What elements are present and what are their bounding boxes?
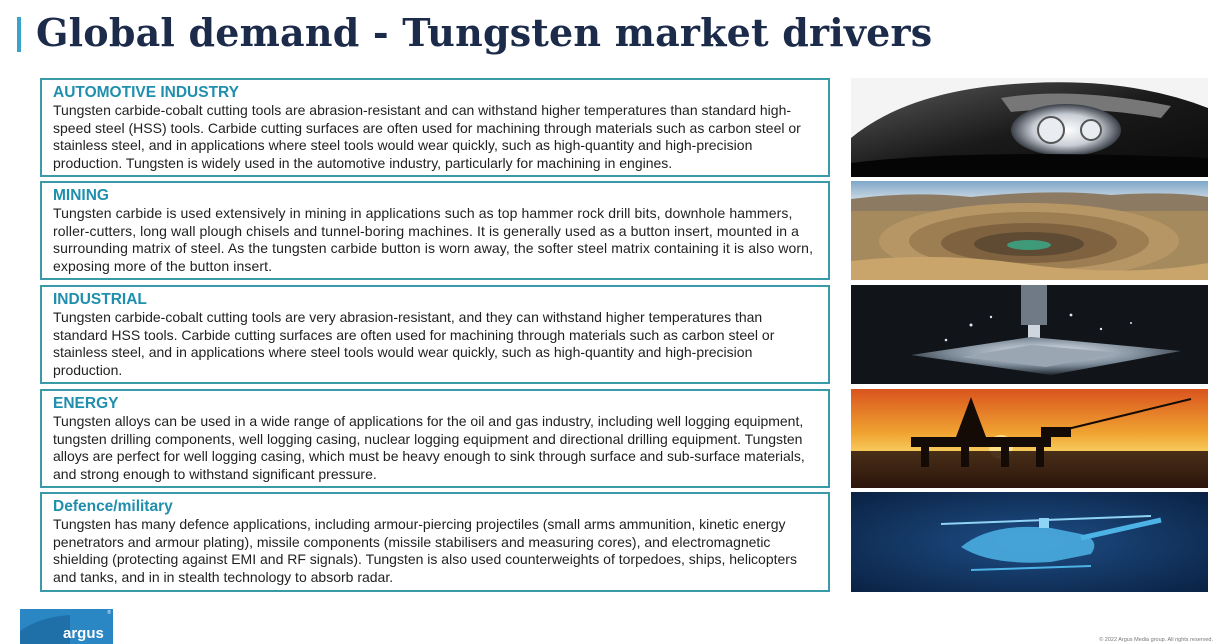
section-body: Tungsten alloys can be used in a wide range of applications for the oil and gas industry, including well logging equipment, tungsten drilling components, well logging casing, nuclear logging equipment and directional drilling equipment. Tungsten alloys are perfect for well logging casing, which must be heavy enough to sink through surface and sub-surface materials, and strong enough to withstand significant pressure. (53, 413, 805, 482)
section-defence (40, 492, 830, 592)
title-accent-bar (17, 17, 21, 52)
logo-text: argus (63, 625, 104, 642)
argus-logo (20, 609, 113, 644)
section-heading: AUTOMOTIVE INDUSTRY (53, 84, 240, 101)
copyright-text: © 2022 Argus Media group. All rights reserved. (1099, 637, 1213, 643)
section-body: Tungsten carbide-cobalt cutting tools are very abrasion-resistant, and they can withstand higher temperatures than standard HSS tools. Carbide cutting surfaces are often used for machining through materials such as carbon steel or stainless steel, and in applications where steel tools would wear quickly, such as high-quantity and high-precision production. (53, 309, 775, 378)
section-heading: Defence/military (53, 498, 173, 515)
helicopter-image (851, 492, 1208, 592)
car-headlight-image (851, 78, 1208, 177)
open-pit-mine-image (851, 181, 1208, 280)
section-heading: ENERGY (53, 395, 119, 412)
section-industrial (40, 285, 830, 384)
section-body: Tungsten carbide is used extensively in mining in applications such as top hammer rock drill bits, downhole hammers, roller-cutters, long wall plough chisels and tunnel-boring machines. It is generally used as a button insert, mounted in a surrounding matrix of steel. As the tungsten carbide button is worn away, the softer steel matrix containing it is also worn, exposing more of the button insert. (53, 205, 814, 274)
page-title: Global demand - Tungsten market drivers (36, 10, 933, 55)
section-mining (40, 181, 830, 280)
section-heading: MINING (53, 187, 109, 204)
section-energy (40, 389, 830, 488)
oil-rig-sunset-image (851, 389, 1208, 488)
section-automotive (40, 78, 830, 177)
logo-registered-mark: ® (107, 610, 111, 616)
section-body: Tungsten carbide-cobalt cutting tools are abrasion-resistant and can withstand higher temperatures than standard high-speed steel (HSS) tools. Carbide cutting surfaces are often used for machining through materials such as carbon steel or stainless steel, and in applications where steel tools would wear quickly, such as high-quantity and high-precision production. Tungsten is widely used in the automotive industry, particularly for machining in engines. (53, 102, 801, 171)
section-body: Tungsten has many defence applications, including armour-piercing projectiles (small arms ammunition, kinetic energy penetrators and armour plating), missile components (missile stabilisers and measuring cores), and electromagnetic shielding (protecting against EMI and RF signals). Tungsten is also used counterweights of torpedoes, ships, helicopters and tanks, and in in stealth technology to absorb radar. (53, 516, 797, 585)
section-heading: INDUSTRIAL (53, 291, 147, 308)
cnc-machining-image (851, 285, 1208, 384)
